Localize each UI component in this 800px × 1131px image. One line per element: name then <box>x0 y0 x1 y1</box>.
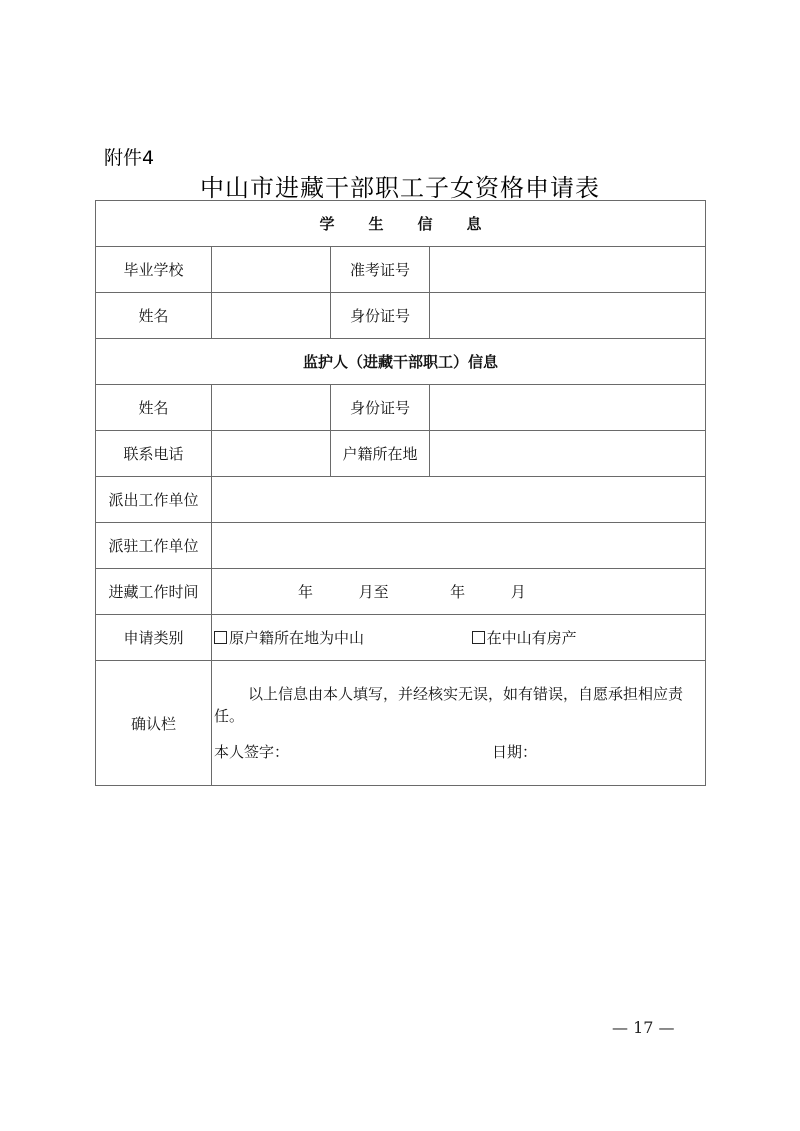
confirmation-statement: 以上信息由本人填写，并经核实无误，如有错误，自愿承担相应责任。 <box>214 685 684 725</box>
student-name-label: 姓名 <box>96 293 212 339</box>
end-month-unit: 月 <box>510 583 526 601</box>
work-period-field[interactable] <box>212 569 706 615</box>
dispatch-unit-label: 派出工作单位 <box>96 477 212 523</box>
guardian-section-heading: 监护人（进藏干部职工）信息 <box>96 339 706 385</box>
guardian-section-header-row <box>96 339 706 385</box>
application-type-label: 申请类别 <box>96 615 212 661</box>
stationed-unit-field[interactable] <box>212 523 706 569</box>
stationed-unit-label: 派驻工作单位 <box>96 523 212 569</box>
guardian-id-label: 身份证号 <box>331 385 430 431</box>
dispatch-unit-field[interactable] <box>212 477 706 523</box>
student-section-header-row <box>96 201 706 247</box>
option-property-in-zhongshan[interactable] <box>472 627 577 648</box>
confirmation-label: 确认栏 <box>96 661 212 786</box>
table-row <box>96 247 706 293</box>
household-registration-label: 户籍所在地 <box>331 431 430 477</box>
confirmation-cell <box>212 661 706 786</box>
date-label: 日期： <box>492 743 538 761</box>
exam-number-label: 准考证号 <box>331 247 430 293</box>
student-id-field[interactable] <box>430 293 706 339</box>
application-type-options <box>212 615 706 661</box>
guardian-name-field[interactable] <box>212 385 331 431</box>
page-number: — 17 — <box>612 1018 675 1037</box>
table-row <box>96 615 706 661</box>
table-row <box>96 293 706 339</box>
guardian-name-label: 姓名 <box>96 385 212 431</box>
option-label: 原户籍所在地为中山 <box>229 629 365 647</box>
student-id-label: 身份证号 <box>331 293 430 339</box>
phone-label: 联系电话 <box>96 431 212 477</box>
student-section-heading-text: 学生信息 <box>319 215 516 233</box>
phone-field[interactable] <box>212 431 331 477</box>
student-name-field[interactable] <box>212 293 331 339</box>
household-registration-field[interactable] <box>430 431 706 477</box>
end-year-unit: 年 <box>450 583 466 601</box>
checkbox-icon[interactable] <box>472 631 485 644</box>
table-row <box>96 523 706 569</box>
exam-number-field[interactable] <box>430 247 706 293</box>
table-row <box>96 569 706 615</box>
option-label: 在中山有房产 <box>486 629 577 647</box>
form-title: 中山市进藏干部职工子女资格申请表 <box>200 174 600 202</box>
graduation-school-field[interactable] <box>212 247 331 293</box>
guardian-id-field[interactable] <box>430 385 706 431</box>
table-row <box>96 385 706 431</box>
application-form-table <box>95 200 706 786</box>
table-row <box>96 431 706 477</box>
signature-label: 本人签字： <box>214 743 290 761</box>
student-section-heading <box>96 201 706 247</box>
work-period-label: 进藏工作时间 <box>96 569 212 615</box>
checkbox-icon[interactable] <box>214 631 227 644</box>
start-month-to-unit: 月至 <box>358 583 389 601</box>
option-original-registration-zhongshan[interactable] <box>214 627 364 648</box>
attachment-label: 附件4 <box>104 147 155 169</box>
graduation-school-label: 毕业学校 <box>96 247 212 293</box>
table-row <box>96 661 706 786</box>
start-year-unit: 年 <box>298 583 314 601</box>
table-row <box>96 477 706 523</box>
